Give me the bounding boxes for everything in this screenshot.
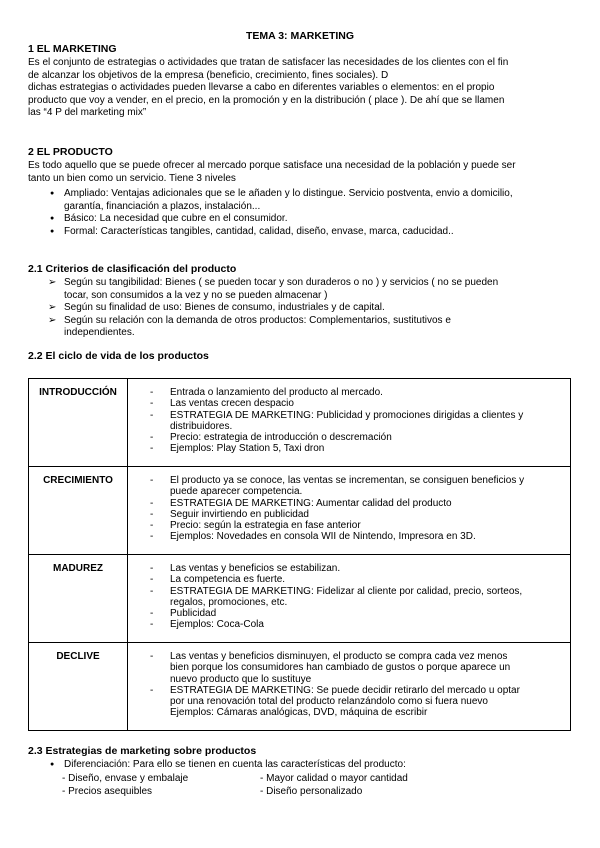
feature-item: - Precios asequibles <box>62 785 153 797</box>
stage-name: DECLIVE <box>29 643 128 731</box>
strategies-list <box>46 759 576 772</box>
list-item: - ESTRATEGIA DE MARKETING: Fidelizar al cliente por calidad, precio, sorteos, regalos, promociones, etc. <box>148 586 564 609</box>
section-heading-marketing: 1 EL MARKETING <box>28 43 117 55</box>
list-item: ➢ Según su tangibilidad: Bienes ( se pueden tocar y son duraderos o no ) y servicios ( no se pueden tocar, son consumidos a la vez y no se pueden almacenar ) <box>46 277 576 302</box>
list-item: - Ejemplos: Novedades en consola WII de Nintendo, Impresora en 3D. <box>148 531 564 542</box>
paragraph-line: Es el conjunto de estrategias o actividades que tratan de satisfacer las necesidades de los clientes con el fin <box>28 57 509 68</box>
list-item: - Ejemplos: Play Station 5, Taxi dron <box>148 443 564 454</box>
list-item: - Precio: estrategia de introducción o descremación <box>148 432 564 443</box>
list-item: - ESTRATEGIA DE MARKETING: Publicidad y promociones dirigidas a clientes y distribuidores. <box>148 410 564 433</box>
list-item: - Publicidad <box>148 608 564 619</box>
list-item: ➢ Según su finalidad de uso: Bienes de consumo, industriales y de capital. <box>46 302 576 315</box>
table-row <box>29 555 571 643</box>
life-cycle-table <box>28 378 571 731</box>
list-item: ● Diferenciación: Para ello se tienen en cuenta las características del producto: <box>46 759 576 772</box>
feature-item: - Diseño personalizado <box>260 785 363 797</box>
list-item: ● Básico: La necesidad que cubre en el consumidor. <box>46 213 576 226</box>
list-item: - Las ventas y beneficios disminuyen, el producto se compra cada vez menos bien porque los consumidores han cambiado de gustos o porque aparece un nuevo producto que lo sustituye <box>148 651 564 685</box>
feature-row <box>62 773 542 786</box>
feature-row <box>62 786 542 799</box>
list-item: - Seguir invirtiendo en publicidad <box>148 509 564 520</box>
stage-name: MADUREZ <box>29 555 128 643</box>
producto-paragraph <box>28 160 578 185</box>
product-levels-list <box>46 188 576 238</box>
feature-item: - Mayor calidad o mayor cantidad <box>260 773 408 784</box>
stage-name: CRECIMIENTO <box>29 467 128 555</box>
feature-item: - Diseño, envase y embalaje <box>62 773 189 784</box>
paragraph-line: Es todo aquello que se puede ofrecer al mercado porque satisface una necesidad de la población y puede ser <box>28 160 516 171</box>
list-item: - Ejemplos: Coca-Cola <box>148 619 564 630</box>
stage-items <box>148 475 564 543</box>
list-item: ● Formal: Características tangibles, cantidad, calidad, diseño, envase, marca, caducidad.. <box>46 226 576 239</box>
table-row <box>29 643 571 731</box>
stage-items <box>148 563 564 631</box>
document-title: TEMA 3: MARKETING <box>245 30 355 42</box>
section-heading-criterios: 2.1 Criterios de clasificación del producto <box>28 263 237 275</box>
stage-items <box>148 387 564 455</box>
list-item: - Entrada o lanzamiento del producto al mercado. <box>148 387 564 398</box>
stage-items <box>148 651 564 719</box>
list-item: - Las ventas crecen despacio <box>148 398 564 409</box>
list-item: - ESTRATEGIA DE MARKETING: Aumentar calidad del producto <box>148 498 564 509</box>
paragraph-line: tanto un bien como un servicio. Tiene 3 niveles <box>28 172 236 184</box>
list-item: - Precio: según la estrategia en fase anterior <box>148 520 564 531</box>
paragraph-line: dichas estrategias o actividades pueden llevarse a cabo en diferentes variables o elementos: en el propio <box>28 82 495 94</box>
classification-criteria-list <box>46 277 576 340</box>
list-item: ● Ampliado: Ventajas adicionales que se le añaden y lo distingue. Servicio postventa, envio a domicilio, garantía, financiación a plazos, instalación... <box>46 188 576 213</box>
section-heading-estrategias: 2.3 Estrategias de marketing sobre productos <box>28 745 257 757</box>
stage-name: INTRODUCCIÓN <box>29 379 128 467</box>
list-item: ➢ Según su relación con la demanda de otros productos: Complementarios, sustitutivos e independientes. <box>46 315 576 340</box>
section-heading-producto: 2 EL PRODUCTO <box>28 146 113 158</box>
paragraph-line: las “4 P del marketing mix” <box>28 107 147 119</box>
list-item: - ESTRATEGIA DE MARKETING: Se puede decidir retirarlo del mercado u optar por una renovación total del producto relanzándolo como si fuera nuevo Ejemplos: Cámaras analógicas, DVD, máquina de escribir <box>148 685 564 719</box>
list-item: - Las ventas y beneficios se estabilizan. <box>148 563 564 574</box>
table-row <box>29 379 571 467</box>
marketing-paragraph <box>28 57 578 120</box>
list-item: - La competencia es fuerte. <box>148 574 564 585</box>
paragraph-line: de alcanzar los objetivos de la empresa (beneficio, crecimiento, fines sociales). D <box>28 69 389 81</box>
section-heading-ciclo-vida: 2.2 El ciclo de vida de los productos <box>28 350 209 362</box>
paragraph-line: producto que voy a vender, en el precio, en la promoción y en la distribución ( place ). De ahí que se llamen <box>28 94 505 106</box>
table-row <box>29 467 571 555</box>
list-item: - El producto ya se conoce, las ventas se incrementan, se consiguen beneficios y puede aparecer competencia. <box>148 475 564 498</box>
differentiation-features <box>62 773 542 798</box>
